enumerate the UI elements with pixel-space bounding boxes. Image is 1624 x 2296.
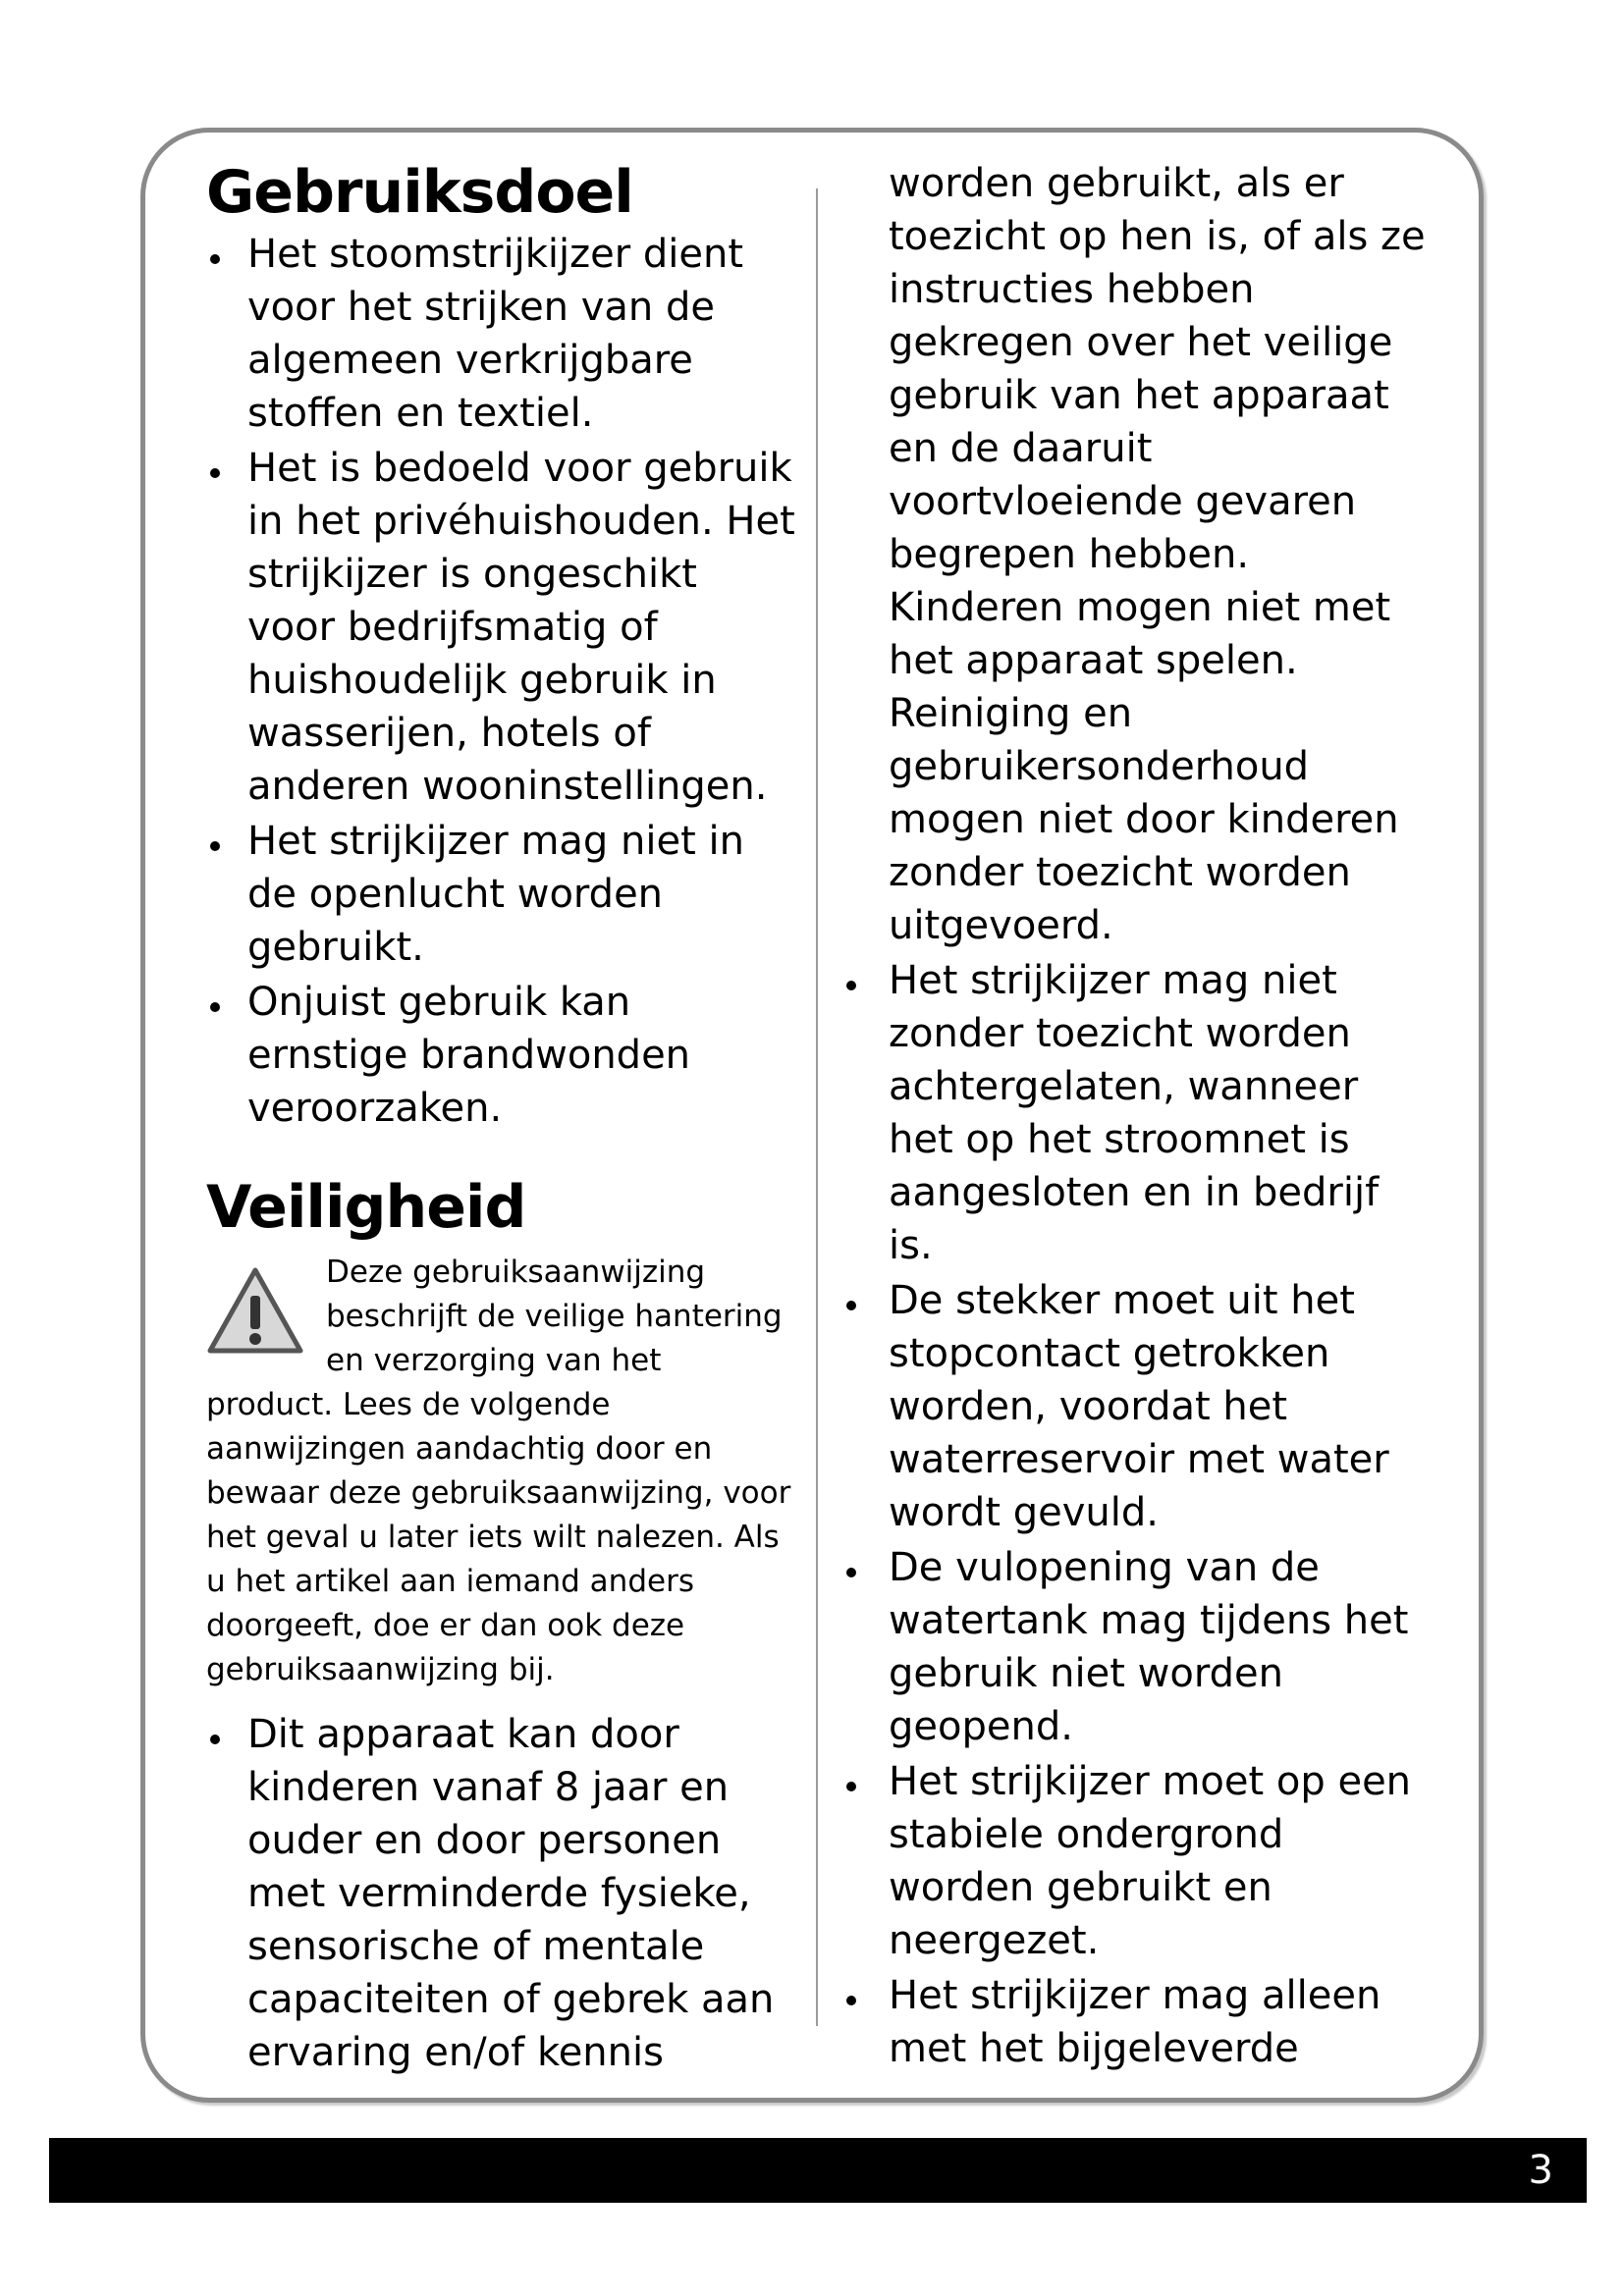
safety-list (844, 954, 1434, 2075)
continued-paragraph: worden gebruikt, als er toezicht op hen is, of als ze instructies hebben gekregen over het veilige gebruik van het apparaat en de daaruit voortvloeiende gevaren begrepen hebben. Kinderen mogen niet met het apparaat spelen. Reiniging en gebruikersonderhoud mogen niet door kinderen zonder toezicht worden uitgevoerd. (889, 161, 1426, 948)
list-item: Het is bedoeld voor gebruik in het privéhuishouden. Het strijkijzer is ongeschikt voor bedrijfsmatig of huishoudelijk gebruik in wasserijen, hotels of anderen wooninstellingen. (206, 442, 795, 813)
list-item: De vulopening van de watertank mag tijdens het gebruik niet worden geopend. (844, 1541, 1434, 1753)
warning-notice (206, 1251, 795, 1692)
section-title-veiligheid: Veiligheid (206, 1173, 526, 1242)
list-item: De stekker moet uit het stopcontact getrokken worden, voordat het waterreservoir met water wordt gevuld. (844, 1274, 1434, 1539)
list-item: Dit apparaat kan door kinderen vanaf 8 jaar en ouder en door personen met verminderde fysieke, sensorische of mentale capaciteiten of gebrek aan ervaring en/of kennis (206, 1708, 795, 2079)
section-title-gebruiksdoel: Gebruiksdoel (206, 158, 633, 227)
warning-triangle-icon (206, 1266, 304, 1357)
left-column (206, 157, 795, 2081)
warning-text: Deze gebruiksaanwijzing beschrijft de veilige hantering en verzorging van het product. Lees de volgende aanwijzingen aandachtig door en bewaar deze gebruiksaanwijzing, voor het geval u later iets wilt nalezen. Als u het artikel aan iemand anders doorgeeft, doe er dan ook deze gebruiksaanwijzing bij. (206, 1255, 791, 1687)
gebruiksdoel-list (206, 228, 795, 1135)
list-item: Het stoomstrijkijzer dient voor het strijken van de algemeen verkrijgbare stoffen en textiel. (206, 228, 795, 440)
list-item: Onjuist gebruik kan ernstige brandwonden veroorzaken. (206, 976, 795, 1135)
list-item: Het strijkijzer moet op een stabiele ondergrond worden gebruikt en neergezet. (844, 1755, 1434, 1967)
right-column (844, 157, 1434, 2077)
page-number: 3 (1528, 2148, 1553, 2193)
veiligheid-list (206, 1708, 795, 2079)
footer-bar (49, 2138, 1587, 2203)
list-item: Het strijkijzer mag niet in de openlucht worden gebruikt. (206, 815, 795, 974)
list-item: Het strijkijzer mag alleen met het bijgeleverde (844, 1969, 1434, 2075)
list-item: Het strijkijzer mag niet zonder toezicht worden achtergelaten, wanneer het op het stroomnet is aangesloten en in bedrijf is. (844, 954, 1434, 1272)
column-divider (816, 188, 818, 2026)
